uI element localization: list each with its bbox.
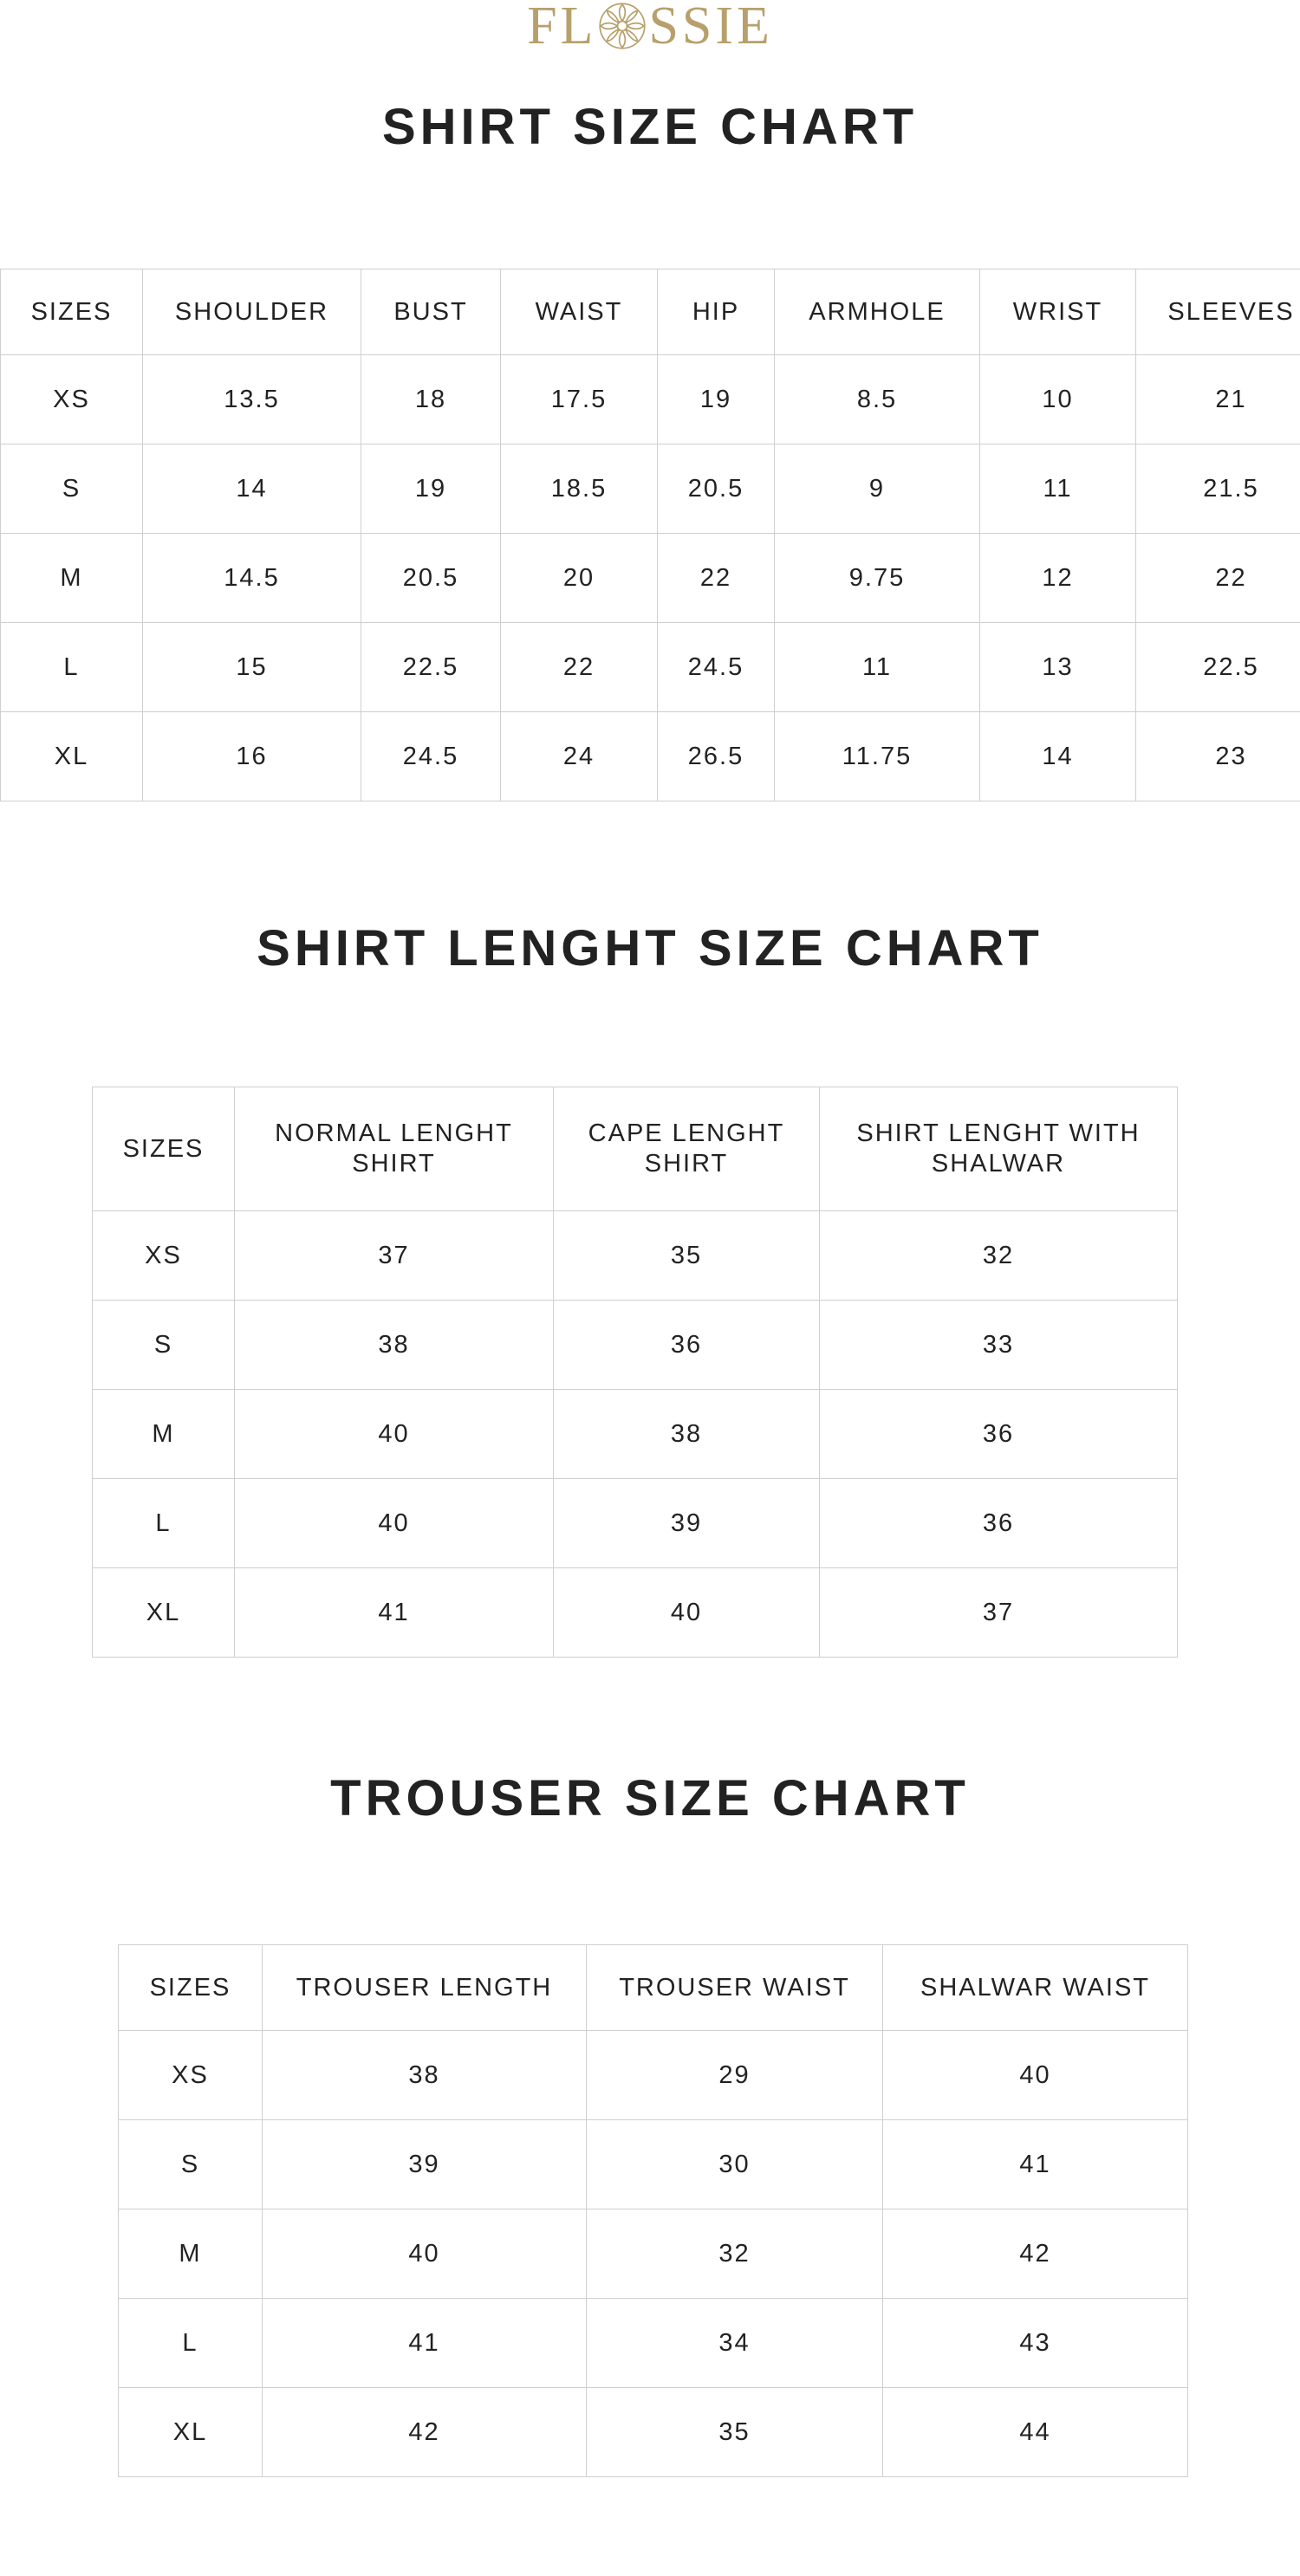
measurement-cell: 9	[775, 444, 980, 534]
measurement-cell: 22.5	[361, 623, 501, 712]
lotus-mandala-icon	[598, 2, 647, 50]
column-header: WAIST	[501, 269, 658, 355]
measurement-cell: 32	[820, 1211, 1178, 1301]
measurement-cell: 35	[554, 1211, 820, 1301]
measurement-cell: 42	[263, 2388, 587, 2477]
shirt-length-chart-title: SHIRT LENGHT SIZE CHART	[257, 920, 1043, 977]
measurement-cell: 22.5	[1136, 623, 1300, 712]
measurement-cell: 43	[883, 2299, 1188, 2388]
size-label-cell: M	[119, 2209, 263, 2299]
measurement-cell: 11	[775, 623, 980, 712]
measurement-cell: 13	[980, 623, 1136, 712]
table-header-row	[119, 1945, 1188, 2031]
table-row	[1, 712, 1300, 801]
measurement-cell: 40	[235, 1479, 554, 1568]
measurement-cell: 18	[361, 355, 501, 444]
measurement-cell: 13.5	[143, 355, 361, 444]
size-label-cell: L	[93, 1479, 235, 1568]
size-label-cell: L	[1, 623, 143, 712]
size-label-cell: L	[119, 2299, 263, 2388]
measurement-cell: 35	[587, 2388, 883, 2477]
measurement-cell: 38	[554, 1390, 820, 1479]
measurement-cell: 14.5	[143, 534, 361, 623]
table-row	[119, 2031, 1188, 2120]
measurement-cell: 36	[554, 1301, 820, 1390]
measurement-cell: 26.5	[658, 712, 775, 801]
measurement-cell: 38	[263, 2031, 587, 2120]
table-row	[93, 1301, 1178, 1390]
measurement-cell: 19	[361, 444, 501, 534]
column-header: WRIST	[980, 269, 1136, 355]
size-label-cell: S	[93, 1301, 235, 1390]
measurement-cell: 21.5	[1136, 444, 1300, 534]
column-header: SIZES	[119, 1945, 263, 2031]
measurement-cell: 41	[263, 2299, 587, 2388]
measurement-cell: 33	[820, 1301, 1178, 1390]
shirt-size-chart-title: SHIRT SIZE CHART	[381, 99, 919, 155]
measurement-cell: 29	[587, 2031, 883, 2120]
size-label-cell: M	[93, 1390, 235, 1479]
measurement-cell: 8.5	[775, 355, 980, 444]
size-label-cell: S	[1, 444, 143, 534]
measurement-cell: 41	[883, 2120, 1188, 2209]
column-header: SIZES	[93, 1087, 235, 1211]
trouser-size-table	[118, 1944, 1188, 2477]
measurement-cell: 22	[658, 534, 775, 623]
measurement-cell: 11	[980, 444, 1136, 534]
measurement-cell: 37	[235, 1211, 554, 1301]
measurement-cell: 19	[658, 355, 775, 444]
measurement-cell: 11.75	[775, 712, 980, 801]
size-label-cell: XS	[119, 2031, 263, 2120]
trouser-size-chart-title: TROUSER SIZE CHART	[330, 1770, 970, 1827]
measurement-cell: 22	[1136, 534, 1300, 623]
column-header: SHIRT LENGHT WITH SHALWAR	[820, 1087, 1178, 1211]
size-label-cell: M	[1, 534, 143, 623]
size-label-cell: XL	[1, 712, 143, 801]
table-header-row	[93, 1087, 1178, 1211]
brand-logo-text-right: SSIE	[648, 0, 773, 55]
measurement-cell: 17.5	[501, 355, 658, 444]
column-header: TROUSER LENGTH	[263, 1945, 587, 2031]
measurement-cell: 22	[501, 623, 658, 712]
column-header: SIZES	[1, 269, 143, 355]
size-label-cell: XL	[93, 1568, 235, 1658]
brand-logo	[0, 0, 1300, 55]
measurement-cell: 36	[820, 1479, 1178, 1568]
measurement-cell: 9.75	[775, 534, 980, 623]
measurement-cell: 40	[235, 1390, 554, 1479]
column-header: SHALWAR WAIST	[883, 1945, 1188, 2031]
table-row	[1, 623, 1300, 712]
table-header-row	[1, 269, 1300, 355]
measurement-cell: 34	[587, 2299, 883, 2388]
size-label-cell: XS	[1, 355, 143, 444]
measurement-cell: 21	[1136, 355, 1300, 444]
measurement-cell: 20.5	[658, 444, 775, 534]
size-label-cell: S	[119, 2120, 263, 2209]
column-header: NORMAL LENGHT SHIRT	[235, 1087, 554, 1211]
measurement-cell: 42	[883, 2209, 1188, 2299]
measurement-cell: 23	[1136, 712, 1300, 801]
table-row	[93, 1568, 1178, 1658]
shirt-size-table	[0, 269, 1300, 801]
table-row	[1, 444, 1300, 534]
measurement-cell: 36	[820, 1390, 1178, 1479]
size-label-cell: XS	[93, 1211, 235, 1301]
column-header: TROUSER WAIST	[587, 1945, 883, 2031]
column-header: SLEEVES	[1136, 269, 1300, 355]
measurement-cell: 24	[501, 712, 658, 801]
measurement-cell: 18.5	[501, 444, 658, 534]
table-row	[119, 2120, 1188, 2209]
shirt-length-table	[92, 1087, 1178, 1658]
table-row	[93, 1390, 1178, 1479]
table-row	[1, 534, 1300, 623]
measurement-cell: 15	[143, 623, 361, 712]
measurement-cell: 16	[143, 712, 361, 801]
column-header: HIP	[658, 269, 775, 355]
measurement-cell: 38	[235, 1301, 554, 1390]
measurement-cell: 32	[587, 2209, 883, 2299]
measurement-cell: 14	[143, 444, 361, 534]
measurement-cell: 37	[820, 1568, 1178, 1658]
measurement-cell: 40	[554, 1568, 820, 1658]
measurement-cell: 24.5	[658, 623, 775, 712]
table-row	[119, 2209, 1188, 2299]
measurement-cell: 20	[501, 534, 658, 623]
table-row	[119, 2388, 1188, 2477]
column-header: SHOULDER	[143, 269, 361, 355]
brand-logo-text-left: FL	[527, 0, 597, 55]
measurement-cell: 10	[980, 355, 1136, 444]
column-header: CAPE LENGHT SHIRT	[554, 1087, 820, 1211]
size-label-cell: XL	[119, 2388, 263, 2477]
column-header: ARMHOLE	[775, 269, 980, 355]
measurement-cell: 40	[883, 2031, 1188, 2120]
measurement-cell: 39	[554, 1479, 820, 1568]
measurement-cell: 40	[263, 2209, 587, 2299]
measurement-cell: 44	[883, 2388, 1188, 2477]
table-row	[93, 1211, 1178, 1301]
measurement-cell: 20.5	[361, 534, 501, 623]
table-row	[1, 355, 1300, 444]
measurement-cell: 14	[980, 712, 1136, 801]
column-header: BUST	[361, 269, 501, 355]
measurement-cell: 12	[980, 534, 1136, 623]
measurement-cell: 30	[587, 2120, 883, 2209]
table-row	[119, 2299, 1188, 2388]
measurement-cell: 41	[235, 1568, 554, 1658]
measurement-cell: 39	[263, 2120, 587, 2209]
table-row	[93, 1479, 1178, 1568]
measurement-cell: 24.5	[361, 712, 501, 801]
